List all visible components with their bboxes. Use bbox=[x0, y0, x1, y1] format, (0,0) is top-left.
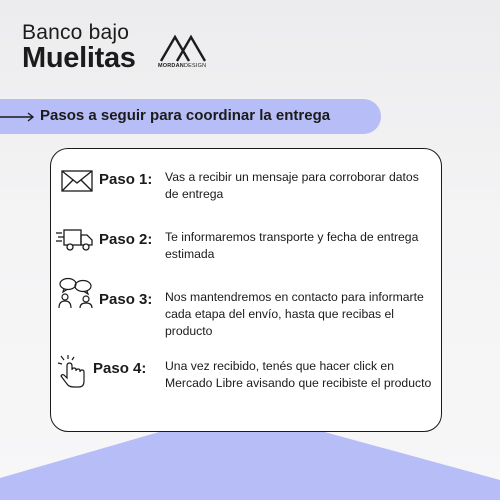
brand-line2: Muelitas bbox=[22, 42, 136, 74]
logo-text-light: DESIGN bbox=[183, 63, 207, 69]
step-2-label: Paso 2: bbox=[99, 231, 153, 248]
delivery-truck-icon bbox=[56, 227, 94, 253]
brand-logo-text bbox=[158, 63, 206, 69]
section-title: Pasos a seguir para coordinar la entrega bbox=[40, 107, 331, 124]
step-4-text: Una vez recibido, tenés que hacer click en Mercado Libre avisando que recibiste el producto bbox=[165, 359, 432, 390]
step-1-text: Vas a recibir un mensaje para corroborar datos de entrega bbox=[165, 170, 419, 201]
step-3-label: Paso 3: bbox=[99, 291, 153, 308]
step-2-text: Te informaremos transporte y fecha de entrega estimada bbox=[165, 230, 419, 261]
arrow-right-icon bbox=[0, 110, 36, 124]
chat-people-icon bbox=[56, 277, 96, 309]
steps-card bbox=[50, 148, 442, 432]
brand-line1: Banco bajo bbox=[22, 21, 130, 44]
brand-title bbox=[22, 22, 136, 73]
step-4-label: Paso 4: bbox=[93, 360, 147, 377]
logo-text-bold: MORDAN bbox=[158, 63, 184, 69]
step-3-text: Nos mantendremos en contacto para informarte cada etapa del envío, hasta que recibas el producto bbox=[165, 290, 424, 338]
click-hand-icon bbox=[57, 354, 87, 388]
bottom-decoration bbox=[0, 420, 500, 500]
step-1-label: Paso 1: bbox=[99, 171, 153, 188]
envelope-icon bbox=[61, 170, 93, 192]
